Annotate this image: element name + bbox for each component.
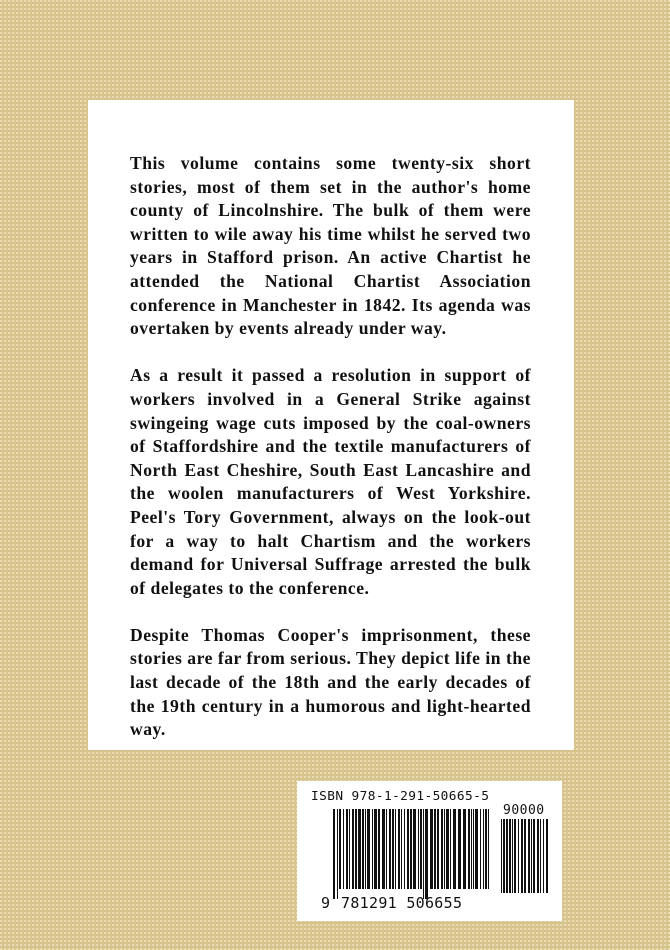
addon-bar bbox=[503, 819, 505, 893]
addon-bar bbox=[543, 819, 544, 893]
barcode-bar bbox=[362, 809, 364, 889]
barcode-bar bbox=[389, 809, 391, 889]
barcode-bar bbox=[434, 809, 436, 889]
barcode-bar bbox=[453, 809, 456, 889]
addon-bar bbox=[509, 819, 511, 893]
barcode-bar bbox=[441, 809, 443, 889]
ean-barcode-bars bbox=[333, 809, 491, 899]
barcode-bar bbox=[343, 809, 344, 889]
addon-bar bbox=[514, 819, 516, 893]
ean-first-digit: 9 bbox=[321, 894, 331, 912]
barcode-bar bbox=[339, 809, 341, 889]
barcode-bar bbox=[471, 809, 472, 889]
barcode-bar bbox=[367, 809, 370, 889]
addon-bar bbox=[537, 819, 539, 893]
barcode-bar bbox=[337, 809, 338, 899]
barcode-bar bbox=[468, 809, 470, 889]
addon-bar bbox=[540, 819, 541, 893]
barcode-bar bbox=[483, 809, 484, 889]
ean-digits: 781291 506655 bbox=[341, 894, 463, 912]
addon-bar bbox=[528, 819, 530, 893]
barcode-bar bbox=[346, 809, 348, 889]
barcode-bar bbox=[372, 809, 373, 889]
barcode-bar bbox=[444, 809, 445, 889]
barcode-bar bbox=[450, 809, 451, 889]
blurb-panel bbox=[88, 100, 574, 750]
addon-bar bbox=[501, 819, 502, 893]
barcode-bar bbox=[410, 809, 412, 889]
barcode-bar bbox=[355, 809, 357, 889]
barcode-bar bbox=[398, 809, 400, 889]
addon-bar bbox=[531, 819, 532, 893]
addon-code: 90000 bbox=[503, 803, 545, 818]
barcode-bar bbox=[485, 809, 487, 889]
barcode-bar bbox=[358, 809, 361, 889]
addon-bar bbox=[524, 819, 526, 893]
barcode-bar bbox=[475, 809, 478, 889]
blurb-paragraph-3: Despite Thomas Cooper's imprisonment, these stories are far from serious. They depict life in the last decade of the 18th and the early decades of the 19th century in a humorous and light-hearted way. bbox=[130, 624, 531, 740]
addon-bar bbox=[546, 819, 548, 893]
barcode-bar bbox=[401, 809, 402, 889]
isbn-barcode-box bbox=[297, 781, 562, 921]
barcode-bar bbox=[488, 809, 489, 889]
barcode-bar bbox=[437, 809, 439, 889]
barcode-bar bbox=[463, 809, 466, 889]
barcode-bar bbox=[374, 809, 377, 889]
barcode-bar bbox=[473, 809, 474, 889]
barcode-bar bbox=[425, 809, 428, 899]
barcode-bar bbox=[430, 809, 433, 889]
barcode-bar bbox=[423, 809, 424, 899]
barcode-bar bbox=[395, 809, 396, 889]
isbn-label: ISBN 978-1-291-50665-5 bbox=[311, 789, 490, 804]
barcode-bar bbox=[458, 809, 461, 889]
barcode-bar bbox=[420, 809, 422, 889]
addon-bar bbox=[506, 819, 508, 893]
barcode-bar bbox=[404, 809, 405, 889]
blurb-paragraph-2: As a result it passed a resolution in support of workers involved in a General Strike against swingeing wage cuts imposed by the coal-owners of Staffordshire and the textile manufacturers of North East Cheshire, South East Lancashire and the woolen manufacturers of West Yorkshire. Peel's Tory Government, always on the look-out for a way to halt Chartism and the workers demand for Universal Suffrage arrested the bulk of delegates to the conference. bbox=[130, 365, 531, 598]
addon-barcode-bars bbox=[501, 819, 551, 893]
addon-bar bbox=[512, 819, 513, 893]
blurb-paragraph-1: This volume contains some twenty-six short stories, most of them set in the author's home county of Lincolnshire. The bulk of them were written to wile away his time whilst he served two years in Stafford prison. An active Chartist he attended the National Chartist Association conference in Manchester in 1842. Its agenda was overtaken by events already under way. bbox=[130, 153, 531, 339]
barcode-bar bbox=[382, 809, 385, 889]
addon-bar bbox=[518, 819, 519, 893]
barcode-bar bbox=[480, 809, 481, 889]
addon-bar bbox=[533, 819, 535, 893]
barcode-bar bbox=[365, 809, 366, 889]
barcode-bar bbox=[418, 809, 419, 889]
barcode-bar bbox=[333, 809, 335, 899]
barcode-bar bbox=[349, 809, 350, 889]
blurb-text bbox=[130, 152, 531, 765]
barcode-bar bbox=[352, 809, 354, 889]
addon-bar bbox=[521, 819, 523, 893]
barcode-bar bbox=[392, 809, 394, 889]
barcode-bar bbox=[386, 809, 387, 889]
barcode-bar bbox=[407, 809, 409, 889]
barcode-bar bbox=[378, 809, 380, 889]
barcode-bar bbox=[446, 809, 449, 889]
barcode-bar bbox=[413, 809, 416, 889]
